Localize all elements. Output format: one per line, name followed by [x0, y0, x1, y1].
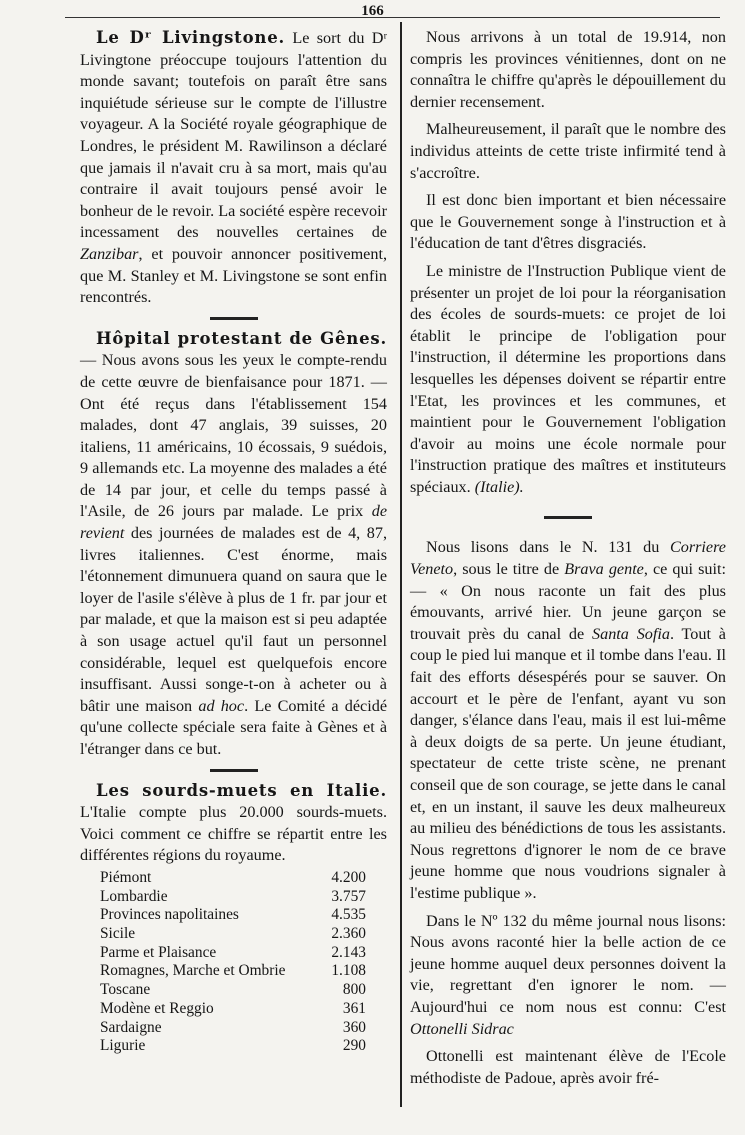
region-table [100, 869, 366, 1056]
page-number: 166 [361, 3, 384, 19]
paragraph [410, 537, 726, 904]
table-row [100, 1000, 366, 1019]
paragraph: Nous arrivons à un total de 19.914, non compris les provinces vénitiennes, dont on ne connaîtra le chiffre qu'après le dépouillement du dernier recensement. [410, 28, 726, 111]
table-row [100, 1019, 366, 1038]
article-title-sourds-muets: Les sourds-muets en Italie. [96, 780, 387, 800]
table-row [100, 869, 366, 888]
section-separator [210, 769, 258, 772]
paragraph [410, 911, 726, 1041]
italic-text: de revient [80, 502, 387, 543]
paragraph: Ottonelli est maintenant élève de l'Ecole méthodiste de Padoue, après avoir fré- [410, 1047, 726, 1087]
region-count: 2.143 [331, 943, 366, 961]
paragraph-text: , ce qui suit: — « On nous raconte un fait des plus émouvants, arrivé hier. Un jeune garçon se trouvait près du canal de [410, 560, 726, 643]
region-count: 290 [342, 1037, 366, 1055]
article-body: . Le Comité a décidé qu'une collecte spéciale sera faite à Gènes et à l'étranger dans ce but. [80, 696, 388, 758]
paragraph: Malheureusement, il paraît que le nombre des individus atteints de cette triste infirmité tend à s'accroître. [410, 120, 726, 182]
paragraph-text: . Tout à coup le pied lui manque et il tombe dans l'eau. Il fait des efforts désespérés pour se sauver. On accourt et le père de l'enfant, ayant vu son danger, s'élance dans l'eau, mais il est lui-même à deux doigts de sa perte. Un jeune étudiant, spectateur de cette triste scène, ne prenant conseil que de son courage, se jette dans le canal et, en un instant, il sauve les deux malheureux au milieu des bénédictions de tous les assistants. Nous regrettons d'ignorer le nom de ce brave jeune homme que nous voudrions signaler à l'estime publique ». [410, 624, 726, 902]
region-count: 4.200 [331, 868, 366, 886]
region-count: 4.535 [331, 906, 366, 924]
article-body: , et pouvoir annoncer positivement, que M. Stanley et M. Livingstone se sont enfin rencontrés. [80, 244, 387, 307]
table-row [100, 944, 366, 963]
italic-text: Santa Sofia [592, 624, 670, 643]
italic-text: ad hoc [198, 696, 245, 715]
region-name: Lombardie [100, 887, 168, 905]
region-name: Romagnes, Marche et Ombrie [100, 962, 286, 980]
region-count: 360 [342, 1018, 366, 1036]
region-name: Sardaigne [100, 1018, 162, 1036]
source-citation: (Italie). [474, 477, 524, 496]
region-name: Provinces napolitaines [100, 906, 239, 924]
region-name: Modène et Reggio [100, 999, 214, 1017]
italic-text: Brava gente [564, 560, 644, 579]
article-title-livingstone: Le Dʳ Livingstone. [96, 28, 286, 47]
region-count: 2.360 [331, 925, 366, 943]
section-separator [544, 516, 592, 519]
left-column [80, 27, 387, 1056]
italic-text: Ottonelli Sidrac [410, 1019, 514, 1038]
paragraph-text: Le ministre de l'Instruction Publique vient de présenter un projet de loi pour la réorganisation des écoles de sourds-muets: ce projet de loi établit le principe de l'obligation pour l'instruction, il détermine les proportions dans lesquelles les dépenses doivent se répartir entre l'Etat, les provinces et les communes, et maintient pour le Gouvernement l'obligation d'avoir au moins une école normale pour l'instruction pratique des maîtres et instituteurs spéciaux. [410, 261, 726, 496]
right-column [410, 27, 726, 1089]
italic-text: Corriere Veneto [410, 538, 726, 579]
region-name: Piémont [100, 868, 152, 886]
region-count: 3.757 [331, 887, 366, 905]
paragraph: Il est donc bien important et bien nécessaire que le Gouvernement songe à l'instruction et à l'éducation de tant d'êtres disgraciés. [410, 191, 726, 253]
table-row [100, 906, 366, 925]
region-count: 361 [342, 999, 366, 1017]
table-row [100, 981, 366, 1000]
article-body: des journées de malades est de 4, 87, livres italiennes. C'est énorme, mais l'étonnement dimunuera quand on saura que le loyer de l'asile s'élève à plus de 1 fr. par jour et par malade, et que la maison est si peu adaptée à son usage actuel qu'il faut un personnel considérable, lequel est quelquefois encore insuffisant. Aussi songe-t-on à acheter ou à bâtir une maison [80, 524, 387, 715]
page-header [0, 0, 745, 22]
paragraph-text: Nous lisons dans le N. 131 du [426, 538, 670, 557]
article-body: Le sort du Dʳ Livingtone préoccupe toujours l'attention du monde savant; toutefois on paraît être sans inquiétude sérieuse sur le compte de l'illustre voyageur. A la Société royale géographique de Londres, le président M. Rawilinson a déclaré que jamais il n'avait cru à sa mort, mais qu'au contraire il avait toujours pensé avoir le bonheur de le revoir. La société espère recevoir incessament des nouvelles certaines de [80, 29, 388, 242]
article-sourds-muets [80, 780, 387, 867]
table-row [100, 962, 366, 981]
paragraph-text: Dans le Nº 132 du même journal nous lisons: Nous avons raconté hier la belle action de ce jeune homme auquel deux personnes doivent la vie, regrettant d'en ignorer le nom. — Aujourd'hui ce nom nous est connu: C'est [410, 911, 726, 1016]
column-divider [400, 22, 402, 1107]
italic-text: Zanzibar [80, 244, 139, 263]
region-name: Toscane [100, 981, 151, 999]
region-count: 800 [342, 981, 366, 999]
article-body: — Nous avons sous les yeux le compte-rendu de cette œuvre de bienfaisance pour 1871. — Ont été reçus dans l'établissement 154 malades, dont 47 anglais, 39 suisses, 20 italiens, 11 américains, 10 écossais, 9 suédois, 9 allemands etc. La moyenne des malades a été de 14 par jour, et celle du temps passé à l'Asile, de 26 jours par malade. Le prix [80, 351, 387, 521]
table-row [100, 925, 366, 944]
region-name: Sicile [100, 925, 136, 943]
region-count: 1.108 [331, 962, 366, 980]
section-separator [210, 317, 258, 320]
region-name: Ligurie [100, 1037, 146, 1055]
article-body: L'Italie compte plus 20.000 sourds-muets. Voici comment ce chiffre se répartit entre les différentes régions du royaume. [80, 803, 387, 865]
paragraph [410, 261, 726, 499]
region-name: Parme et Plaisance [100, 943, 217, 961]
header-rule [65, 17, 720, 18]
article-title-hopital: Hôpital protestant de Gênes. [96, 328, 387, 348]
article-livingstone [80, 27, 387, 309]
table-row [100, 1037, 366, 1056]
paragraph-text: , sous le titre de [453, 560, 565, 579]
table-row [100, 888, 366, 907]
article-hopital [80, 328, 387, 761]
